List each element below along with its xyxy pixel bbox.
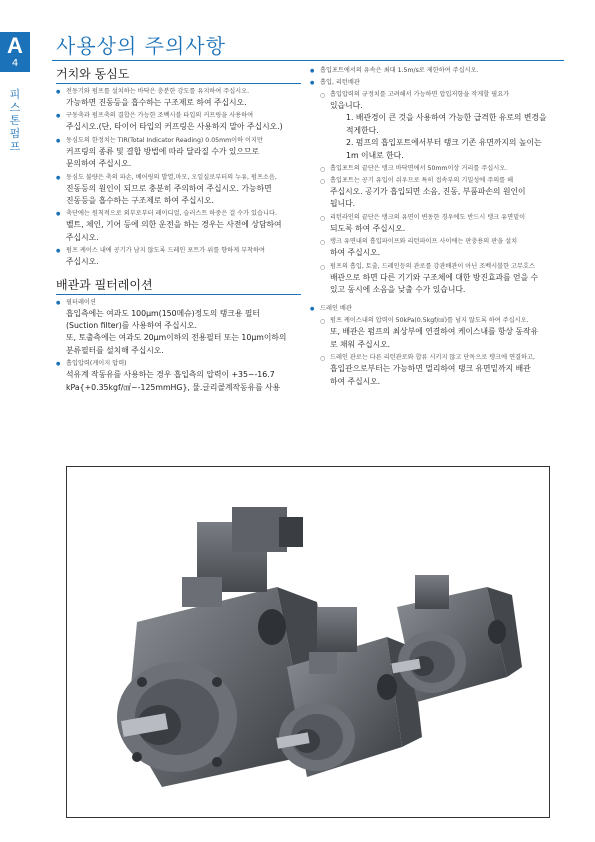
item-lead-text: ● 구동축과 펌프축의 결합은 가능한 조벡시블 타입의 커프링을 사용하여: [66, 112, 254, 120]
item-lead-text: ○ 드레인 관로는 다른 리턴관로와 합류 시키지 않고 단독으로 탱크에 연결하고,: [330, 354, 535, 362]
list-item: [56, 298, 301, 358]
item-body-text: 주십시오.(단, 타이어 타입의 커프링은 사용하지 말아 주십시오.): [66, 122, 283, 132]
item-body-text: 주십시오.: [66, 257, 99, 267]
item-lead-text: ○ 펌프 케이스내의 압력이 50kPa(0.5kgf/㎠)를 넘지 않도록 하여 주십시오.: [330, 317, 529, 325]
pump-photo-frame: [66, 466, 550, 818]
list-item: [56, 136, 301, 171]
item-body-text: 또, 배관은 펌프의 최상부에 연결하여 케이스내를 항상 동작유: [330, 327, 539, 337]
item-numbered-line: 1. 배관경이 큰 것을 사용하여 가능한 급격한 유로의 변경을: [346, 113, 547, 123]
section-tab: [0, 32, 30, 72]
list-item: [56, 173, 301, 208]
item-lead-text: ● 동심도의 한정치는 TIR(Total Indicator Reading) 0.05mm이하 이지만: [66, 136, 263, 144]
item-lead-text: ● 흡입압력(게이지 압력): [66, 360, 127, 368]
item-body-text: 있읍니다.: [330, 101, 363, 110]
list-item: [310, 176, 564, 211]
item-lead-text: ● 동심도 불량은 축의 파손, 베어링의 발열,마모, 오일실로부터의 누유, 펌프소음,: [66, 173, 277, 181]
item-body-text: kPa{+0.35kgf/㎠~-125mmHG}, 물.글리콜계작동유를 사용: [66, 382, 281, 392]
item-body-text: 벨트, 체인, 기어 등에 의한 운전을 하는 경우는 사전에 상담하여: [66, 220, 282, 230]
page-title: 사용상의 주의사항: [56, 34, 226, 58]
item-body-text: 됩니다.: [330, 199, 356, 209]
side-label-char: 스: [9, 101, 21, 114]
list-item: [56, 87, 301, 109]
side-label: [8, 88, 22, 153]
side-label-char: 펌: [9, 127, 21, 140]
piping-list: [56, 298, 301, 394]
right-column: [310, 66, 564, 390]
item-lead-text: ○ 펌프의 흡입, 토출, 드레인등의 관로를 강관배관이 아닌 조벡시블한 고무호스: [330, 262, 535, 270]
drain-piping-heading: ● 드레인 배관: [310, 304, 564, 314]
item-body-text: 로 채워 주십시오.: [330, 339, 391, 349]
item-lead-text: ● 전동기와 펌프를 설치하는 바닥은 충분한 강도를 유지하여 주십시오.: [66, 88, 250, 95]
item-body-text: 진동등의 원인이 되므로 충분히 주의하여 주십시오. 가능하면: [66, 183, 272, 193]
suction-velocity-note: ● 흡입포트에서의 유속은 최대 1.5m/s로 제한하여 주십시오.: [310, 66, 564, 76]
item-body-text: 커프링의 종류 및 결합 방법에 따라 달라질 수가 있으므로: [66, 146, 260, 156]
item-body-text: (Suction filter)를 사용하여 주십시오.: [66, 321, 198, 331]
item-body-text: 문의하여 주십시오.: [66, 159, 132, 169]
list-item: [56, 209, 301, 244]
list-item: [310, 353, 564, 388]
section-title-piping: 배관과 필터레이션: [56, 277, 301, 295]
item-body-text: 있고 동시에 소음을 낮출 수가 있습니다.: [330, 285, 466, 295]
pump-photo: [67, 467, 551, 819]
item-numbered-line: 2. 펌프의 흡입포트에서부터 탱크 기존 유면까지의 높이는: [346, 138, 542, 148]
return-piping-list: [310, 90, 564, 296]
list-item: [310, 316, 564, 351]
side-label-char: 프: [9, 140, 21, 153]
installation-list: [56, 87, 301, 269]
side-label-char: 톤: [9, 114, 21, 127]
item-lead-text: ○ 흡입포트는 공기 유입이 쉬우므로 특히 접속부의 기밀성에 주의를 해: [330, 177, 514, 185]
list-item: [56, 111, 301, 133]
item-body-text: 하여 주십시오.: [330, 376, 381, 386]
return-piping-heading: ● 흡입, 리턴배관: [310, 78, 564, 88]
item-body-text: 분류필터를 설치해 주십시오.: [66, 345, 164, 355]
item-body-text: 하여 주십시오.: [330, 248, 381, 258]
item-body-text: 흡입측에는 여과도 100μm(150메슈)정도의 탱크용 필터: [66, 308, 260, 318]
section-title-installation: 거치와 동심도: [56, 66, 301, 84]
item-body-text: 배관으로 하면 다른 기기와 구조체에 대한 방진효과를 얻을 수: [330, 272, 539, 282]
side-label-char: 피: [9, 88, 21, 101]
list-item: [310, 164, 564, 174]
item-body-text: 되도록 하여 주십시오.: [330, 223, 406, 233]
section-tab-number: 4: [11, 58, 19, 69]
list-item: [310, 237, 564, 259]
item-numbered-line: 적게한다.: [346, 125, 379, 135]
item-body-text: 주십시오. 공기가 흡입되면 소음, 진동, 부품파손의 원인이: [330, 187, 526, 197]
list-item: [310, 90, 564, 162]
item-lead-text: ● 펌프 케이스 내에 공기가 남지 않도록 드레인 포트가 위를 향하게 부착하여: [66, 247, 265, 255]
list-item: [310, 213, 564, 235]
item-body-text: 진동등을 흡수하는 구조제로 하여 주십시오.: [66, 196, 214, 206]
small-pump: [391, 575, 522, 702]
list-item: [56, 246, 301, 268]
item-body-text: 흡입관으로부터는 가능하면 멀리하여 탱크 유면밑까지 배관: [330, 364, 531, 374]
item-body-text: 주십시오.: [66, 232, 99, 242]
item-lead-text: ○ 탱크 유면내의 흡입파이프와 리턴파이프 사이에는 판충용의 판을 설치: [330, 238, 518, 246]
list-item: [310, 262, 564, 297]
list-item: [56, 359, 301, 394]
title-rule: [52, 60, 564, 61]
left-column: [56, 66, 301, 396]
item-lead-text: ○ 흡입포트의 끝단은 탱크 바닥면에서 50mm이상 거리를 주십시오.: [330, 165, 508, 173]
item-lead-text: ○ 리턴라인의 끝단은 탱크의 유면이 변동한 경우에도 반드시 탱크 유면밑이: [330, 213, 526, 221]
drain-piping-list: [310, 316, 564, 388]
item-body-text: 가능하면 진동등을 흡수하는 구조제로 하여 주십시오.: [66, 98, 247, 107]
item-body-text: 또, 토출측에는 여과도 20μm이하의 전용필터 또는 10μm이하의: [66, 333, 287, 343]
section-tab-letter: A: [7, 33, 23, 58]
item-lead-text: ● 필터레이션: [66, 298, 96, 306]
item-lead-text: ○ 흡입압력의 규정치를 고려해서 가능하면 압입저항을 작게할 필요가: [330, 91, 510, 98]
item-body-text: 석유계 작동유를 사용하는 경우 흡입측의 압력이 +35~-16.7: [66, 370, 275, 380]
item-numbered-line: 1m 이내로 한다.: [346, 150, 404, 160]
item-lead-text: ● 축단에는 원칙적으로 외부로부터 레이디얼, 슬러스트 하중은 걸 수가 있습니다.: [66, 210, 277, 218]
